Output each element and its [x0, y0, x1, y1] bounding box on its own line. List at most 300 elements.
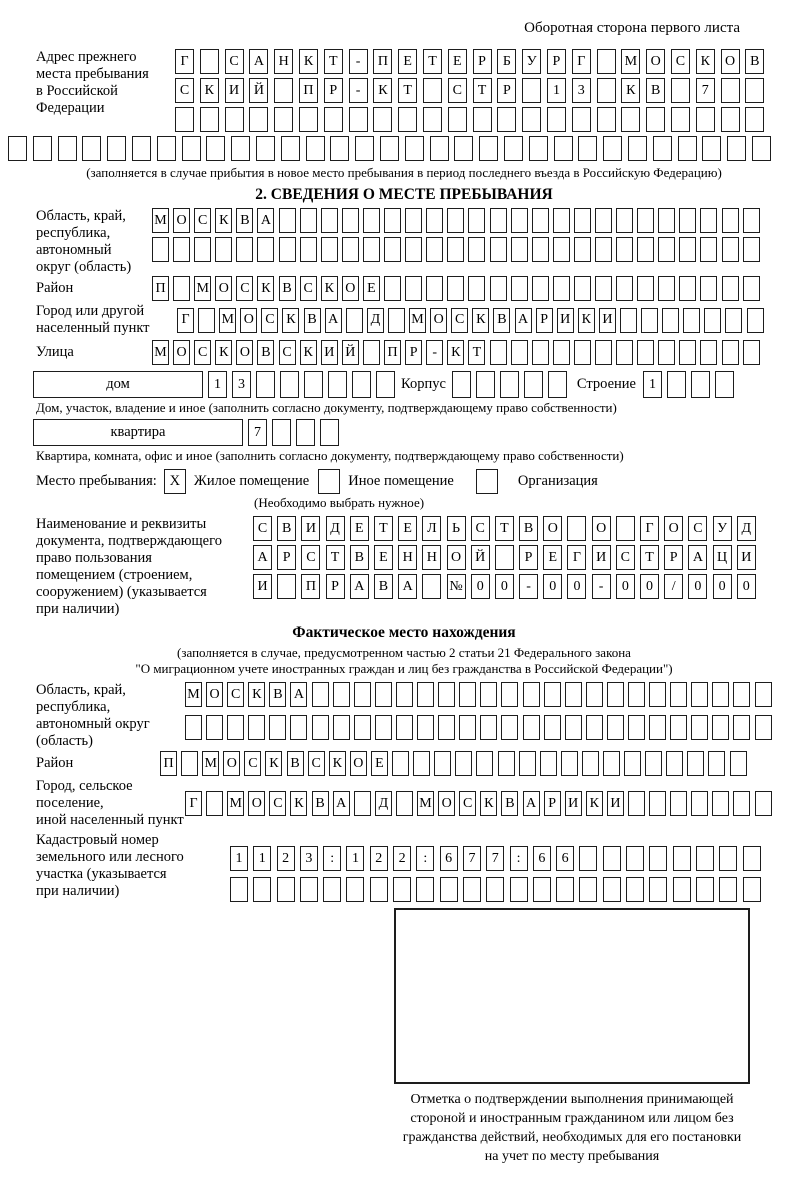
prev-address-row-2	[175, 78, 764, 103]
char-box	[670, 791, 687, 816]
char-box	[468, 276, 485, 301]
region-label: Область, край, республика, автономный округ (область)	[36, 208, 132, 275]
char-box	[628, 791, 645, 816]
char-box: С	[253, 516, 272, 541]
char-box	[578, 136, 597, 161]
char-box: В	[312, 791, 329, 816]
district-label: Район	[36, 280, 74, 296]
char-box: И	[321, 340, 338, 365]
char-box	[300, 208, 317, 233]
char-box	[603, 751, 620, 776]
char-box	[405, 208, 422, 233]
cadastral-block	[36, 832, 772, 902]
korpus-label: Корпус	[401, 376, 446, 392]
char-box: Е	[398, 516, 417, 541]
char-box: Й	[249, 78, 268, 103]
char-box	[396, 682, 413, 707]
char-box: К	[480, 791, 497, 816]
char-box	[691, 791, 708, 816]
char-box	[616, 237, 633, 262]
char-box	[673, 877, 691, 902]
char-box	[553, 340, 570, 365]
char-box: К	[321, 276, 338, 301]
char-box	[678, 136, 697, 161]
char-box	[405, 276, 422, 301]
char-box: К	[472, 308, 489, 333]
char-box	[649, 877, 667, 902]
char-box	[649, 682, 666, 707]
char-box: М	[152, 340, 169, 365]
char-box	[658, 208, 675, 233]
char-box: 0	[713, 574, 732, 599]
char-box	[519, 751, 536, 776]
char-box	[253, 877, 271, 902]
char-box	[524, 371, 543, 398]
apartment-cells	[248, 419, 339, 446]
premises-line	[36, 469, 772, 494]
char-box	[722, 237, 739, 262]
char-box	[715, 371, 734, 398]
char-box: Е	[374, 545, 393, 570]
char-box	[107, 136, 126, 161]
char-box	[722, 208, 739, 233]
char-box	[719, 846, 737, 871]
char-box: А	[350, 574, 369, 599]
document-label: Наименование и реквизиты документа, подтверждающего право пользования помещением (строением, сооружением) (указывается при наличии)	[36, 516, 222, 617]
char-box	[691, 682, 708, 707]
char-box	[173, 237, 190, 262]
char-box: 0	[640, 574, 659, 599]
char-box: И	[253, 574, 272, 599]
option-other-premises-label: Иное помещение	[348, 473, 454, 489]
char-box: О	[173, 208, 190, 233]
region-block	[36, 208, 772, 276]
char-box	[700, 237, 717, 262]
section2-title: 2. СВЕДЕНИЯ О МЕСТЕ ПРЕБЫВАНИЯ	[255, 186, 553, 203]
stroenie-cells	[643, 371, 734, 398]
char-box	[730, 751, 747, 776]
char-box	[719, 877, 737, 902]
char-box: А	[515, 308, 532, 333]
char-box: О	[223, 751, 240, 776]
char-box: Р	[497, 78, 516, 103]
document-row-2	[253, 545, 756, 570]
char-box	[200, 49, 219, 74]
char-box: Р	[519, 545, 538, 570]
char-box	[473, 107, 492, 132]
char-box	[616, 340, 633, 365]
char-box	[318, 469, 340, 494]
char-box	[384, 208, 401, 233]
char-box: Т	[468, 340, 485, 365]
char-box	[755, 791, 772, 816]
char-box	[480, 682, 497, 707]
char-box	[249, 107, 268, 132]
char-box: Р	[544, 791, 561, 816]
char-box: 0	[616, 574, 635, 599]
char-box: С	[671, 49, 690, 74]
char-box: П	[160, 751, 177, 776]
char-box	[173, 276, 190, 301]
char-box: Г	[177, 308, 194, 333]
char-box	[370, 877, 388, 902]
char-box	[375, 682, 392, 707]
char-box	[206, 136, 225, 161]
char-box	[597, 78, 616, 103]
char-box	[363, 340, 380, 365]
char-box: С	[459, 791, 476, 816]
char-box	[702, 136, 721, 161]
char-box: 1	[346, 846, 364, 871]
char-box	[574, 276, 591, 301]
cadastral-label: Кадастровый номер земельного или лесного участка (указывается при наличии)	[36, 832, 184, 899]
char-box	[354, 682, 371, 707]
char-box	[679, 208, 696, 233]
char-box	[333, 715, 350, 740]
char-box: У	[713, 516, 732, 541]
char-box: И	[557, 308, 574, 333]
char-box: П	[373, 49, 392, 74]
char-box	[430, 136, 449, 161]
char-box	[447, 276, 464, 301]
char-box	[641, 308, 658, 333]
char-box: Ц	[713, 545, 732, 570]
char-box	[586, 715, 603, 740]
char-box	[206, 791, 223, 816]
char-box: Р	[536, 308, 553, 333]
option-organization-label: Организация	[517, 473, 598, 489]
char-box	[468, 208, 485, 233]
char-box	[733, 715, 750, 740]
char-box: Р	[405, 340, 422, 365]
char-box	[417, 682, 434, 707]
char-box: С	[308, 751, 325, 776]
char-box	[440, 877, 458, 902]
char-box: И	[225, 78, 244, 103]
char-box	[225, 107, 244, 132]
char-box	[476, 469, 498, 494]
char-box: №	[447, 574, 466, 599]
char-box: О	[173, 340, 190, 365]
apartment-type-box: квартира	[33, 419, 243, 446]
char-box	[595, 208, 612, 233]
region-rows	[152, 208, 760, 262]
char-box	[670, 715, 687, 740]
char-box	[194, 237, 211, 262]
char-box	[274, 78, 293, 103]
char-box	[624, 751, 641, 776]
char-box	[342, 237, 359, 262]
char-box: А	[333, 791, 350, 816]
char-box	[272, 419, 291, 446]
char-box: К	[586, 791, 603, 816]
char-box	[330, 136, 349, 161]
char-box: Е	[448, 49, 467, 74]
char-box	[616, 208, 633, 233]
char-box	[548, 371, 567, 398]
district-block	[36, 276, 772, 301]
char-box	[279, 237, 296, 262]
fact-city-label: Город, сельское поселение, иной населенный пункт	[36, 778, 184, 828]
char-box: К	[200, 78, 219, 103]
char-box	[373, 107, 392, 132]
char-box: М	[219, 308, 236, 333]
char-box: О	[248, 791, 265, 816]
char-box: 3	[300, 846, 318, 871]
char-box: 0	[737, 574, 756, 599]
char-box: Р	[473, 49, 492, 74]
char-box: 7	[696, 78, 715, 103]
char-box: О	[646, 49, 665, 74]
char-box: О	[215, 276, 232, 301]
char-box	[553, 237, 570, 262]
char-box	[565, 682, 582, 707]
char-box	[670, 682, 687, 707]
char-box: 0	[567, 574, 586, 599]
char-box: 7	[486, 846, 504, 871]
char-box	[352, 371, 371, 398]
char-box	[256, 371, 275, 398]
char-box	[532, 237, 549, 262]
char-box	[595, 276, 612, 301]
char-box: М	[409, 308, 426, 333]
char-box: С	[236, 276, 253, 301]
char-box: Д	[375, 791, 392, 816]
prev-address-row-3	[175, 107, 764, 132]
apartment-line	[36, 419, 772, 446]
char-box	[579, 846, 597, 871]
char-box	[533, 877, 551, 902]
apartment-note: Квартира, комната, офис и иное (заполнить согласно документу, подтверждающему право собственности)	[36, 448, 624, 463]
char-box	[722, 276, 739, 301]
char-box: 2	[393, 846, 411, 871]
char-box: О	[350, 751, 367, 776]
checkbox-organization	[476, 469, 498, 494]
char-box	[628, 682, 645, 707]
char-box	[743, 208, 760, 233]
char-box: К	[373, 78, 392, 103]
char-box	[532, 208, 549, 233]
char-box	[417, 715, 434, 740]
fact-district-row	[160, 751, 747, 776]
char-box: -	[349, 49, 368, 74]
char-box	[687, 751, 704, 776]
char-box	[376, 371, 395, 398]
char-box	[532, 340, 549, 365]
char-box	[679, 276, 696, 301]
char-box: Р	[547, 49, 566, 74]
char-box: 1	[643, 371, 662, 398]
char-box: Г	[185, 791, 202, 816]
char-box: Т	[640, 545, 659, 570]
char-box	[597, 107, 616, 132]
char-box: А	[688, 545, 707, 570]
korpus-cells	[452, 371, 567, 398]
char-box: :	[510, 846, 528, 871]
char-box: К	[329, 751, 346, 776]
char-box	[495, 545, 514, 570]
actual-location-note-2: "О миграционном учете иностранных граждан и лиц без гражданства в Российской Федерации")	[135, 661, 673, 676]
char-box	[277, 877, 295, 902]
char-box	[603, 846, 621, 871]
char-box	[480, 715, 497, 740]
char-box: П	[152, 276, 169, 301]
char-box: М	[227, 791, 244, 816]
char-box: Д	[367, 308, 384, 333]
checkbox-other-premises	[318, 469, 340, 494]
char-box	[236, 237, 253, 262]
char-box	[540, 751, 557, 776]
char-box	[646, 107, 665, 132]
char-box: И	[737, 545, 756, 570]
char-box: Т	[326, 545, 345, 570]
char-box	[637, 237, 654, 262]
char-box	[490, 276, 507, 301]
char-box: П	[301, 574, 320, 599]
char-box: 1	[208, 371, 227, 398]
char-box	[500, 371, 519, 398]
char-box: О	[342, 276, 359, 301]
char-box	[523, 715, 540, 740]
char-box	[152, 237, 169, 262]
char-box	[621, 107, 640, 132]
char-box: Р	[664, 545, 683, 570]
char-box: С	[269, 791, 286, 816]
char-box	[561, 751, 578, 776]
street-label: Улица	[36, 344, 74, 360]
char-box: 6	[533, 846, 551, 871]
char-box: В	[519, 516, 538, 541]
char-box	[459, 715, 476, 740]
char-box: В	[646, 78, 665, 103]
char-box: Г	[572, 49, 591, 74]
char-box: И	[607, 791, 624, 816]
char-box	[595, 237, 612, 262]
char-box	[354, 791, 371, 816]
char-box: О	[721, 49, 740, 74]
char-box	[653, 136, 672, 161]
char-box	[544, 715, 561, 740]
char-box: С	[448, 78, 467, 103]
char-box	[743, 846, 761, 871]
char-box	[384, 237, 401, 262]
fact-region-block	[36, 682, 772, 750]
char-box: Д	[737, 516, 756, 541]
char-box	[398, 107, 417, 132]
document-block	[36, 516, 772, 618]
char-box: У	[522, 49, 541, 74]
document-row-3	[253, 574, 756, 599]
char-box: 3	[572, 78, 591, 103]
char-box	[572, 107, 591, 132]
char-box: К	[248, 682, 265, 707]
char-box	[595, 340, 612, 365]
char-box	[426, 276, 443, 301]
actual-location-note-1: (заполняется в случае, предусмотренном частью 2 статьи 21 Федерального закона	[177, 645, 631, 660]
char-box	[603, 877, 621, 902]
char-box: Т	[398, 78, 417, 103]
char-box: К	[696, 49, 715, 74]
char-box	[200, 107, 219, 132]
street-block	[36, 340, 772, 365]
char-box	[363, 237, 380, 262]
char-box: Т	[473, 78, 492, 103]
char-box	[679, 340, 696, 365]
char-box	[476, 751, 493, 776]
char-box	[700, 340, 717, 365]
char-box: А	[249, 49, 268, 74]
house-line	[36, 371, 772, 398]
char-box: С	[300, 276, 317, 301]
char-box: В	[304, 308, 321, 333]
char-box: В	[493, 308, 510, 333]
char-box	[501, 682, 518, 707]
char-box	[554, 136, 573, 161]
char-box	[743, 276, 760, 301]
char-box: 1	[253, 846, 271, 871]
char-box	[438, 682, 455, 707]
char-box	[658, 340, 675, 365]
fact-region-row-2	[185, 715, 772, 740]
char-box	[392, 751, 409, 776]
char-box	[396, 715, 413, 740]
char-box: С	[451, 308, 468, 333]
char-box: О	[447, 545, 466, 570]
char-box: С	[194, 340, 211, 365]
char-box	[320, 419, 339, 446]
char-box	[666, 751, 683, 776]
char-box	[733, 682, 750, 707]
char-box: К	[257, 276, 274, 301]
char-box: 7	[248, 419, 267, 446]
char-box	[58, 136, 77, 161]
char-box: К	[299, 49, 318, 74]
char-box	[712, 682, 729, 707]
char-box	[649, 715, 666, 740]
region-row-2	[152, 237, 760, 262]
char-box	[745, 78, 764, 103]
char-box	[181, 751, 198, 776]
char-box	[498, 751, 515, 776]
stamp-note: Отметка о подтверждении выполнения принимающей стороной и иностранным гражданином или лицом без гражданства действий, необходимых для его постановки на учет по месту пребывания	[402, 1092, 742, 1164]
char-box	[658, 276, 675, 301]
actual-location-title: Фактическое место нахождения	[292, 624, 516, 641]
char-box	[312, 682, 329, 707]
char-box: И	[301, 516, 320, 541]
char-box: :	[416, 846, 434, 871]
char-box	[755, 682, 772, 707]
char-box: М	[202, 751, 219, 776]
char-box: Е	[398, 49, 417, 74]
char-box: К	[300, 340, 317, 365]
char-box	[637, 208, 654, 233]
char-box	[321, 208, 338, 233]
char-box	[405, 136, 424, 161]
char-box	[721, 78, 740, 103]
char-box	[532, 276, 549, 301]
char-box: О	[206, 682, 223, 707]
char-box	[230, 877, 248, 902]
char-box: В	[269, 682, 286, 707]
char-box	[490, 208, 507, 233]
char-box	[328, 371, 347, 398]
char-box	[306, 136, 325, 161]
char-box	[423, 107, 442, 132]
char-box	[725, 308, 742, 333]
fact-region-rows	[185, 682, 772, 740]
char-box	[579, 877, 597, 902]
char-box	[452, 371, 471, 398]
